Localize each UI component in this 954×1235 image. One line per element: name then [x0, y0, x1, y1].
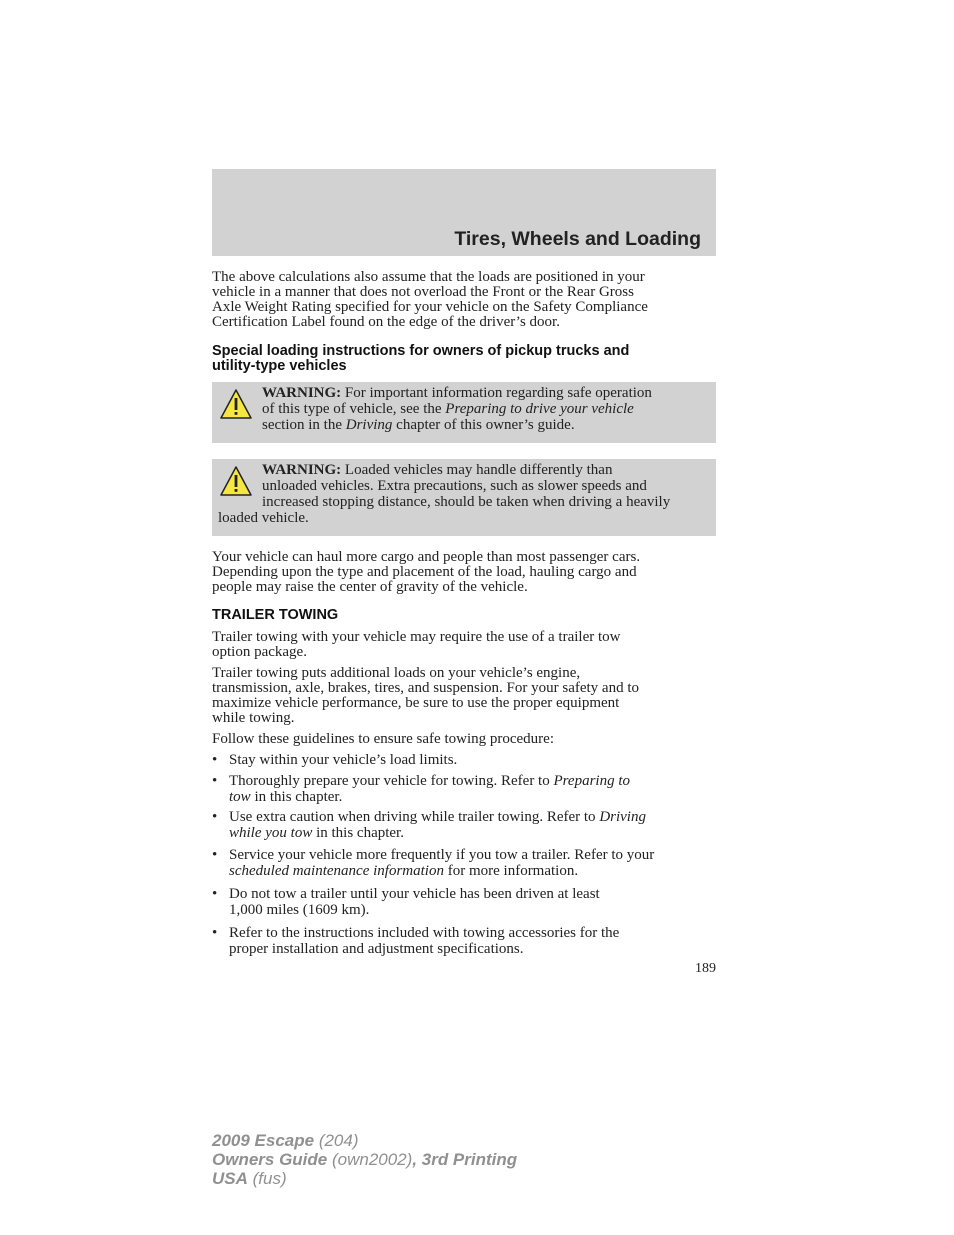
- list-item-text: [229, 810, 716, 841]
- cross-reference: Preparing to drive your vehicle: [445, 401, 634, 417]
- text-line: Depending upon the type and placement of the load, hauling cargo and: [212, 564, 637, 580]
- heading-line: Special loading instructions for owners of pickup trucks and: [212, 343, 630, 359]
- page-number: 189: [695, 961, 716, 976]
- text-run: proper installation and adjustment specifications.: [229, 940, 524, 957]
- text-line: Trailer towing with your vehicle may require the use of a trailer tow: [212, 629, 621, 645]
- section-header-band: [212, 169, 716, 256]
- list-item-text: [229, 926, 716, 957]
- trailer-towing-heading: TRAILER TOWING: [212, 607, 339, 623]
- text-line: maximize vehicle performance, be sure to use the proper equipment: [212, 695, 620, 711]
- list-item-text: [229, 848, 716, 879]
- text-line: people may raise the center of gravity of the vehicle.: [212, 579, 528, 595]
- bullet-symbol: •: [212, 886, 218, 902]
- warning-line: For important information regarding safe operation: [341, 385, 652, 401]
- section-title: Tires, Wheels and Loading: [454, 228, 701, 250]
- text-run: for more information.: [443, 862, 579, 879]
- warning-label: WARNING:: [262, 385, 342, 401]
- footer-guide: Owners Guide: [212, 1150, 328, 1169]
- print-footer: [212, 1131, 517, 1188]
- bullet-symbol: •: [212, 847, 218, 863]
- text-run: Service your vehicle more frequently if you tow a trailer. Refer to your: [229, 847, 655, 863]
- warning-line: of this type of vehicle, see the: [262, 401, 446, 417]
- warning-box-2: [212, 459, 716, 536]
- warning-triangle-icon: [219, 465, 253, 499]
- warning-line: unloaded vehicles. Extra precautions, such as slower speeds and: [262, 478, 647, 494]
- warning-line: chapter of this owner’s guide.: [392, 417, 575, 433]
- footer-model: 2009 Escape: [212, 1131, 315, 1150]
- text-run: Use extra caution when driving while trailer towing. Refer to: [229, 809, 600, 825]
- footer-market-code: (fus): [247, 1169, 287, 1188]
- text-run: Do not tow a trailer until your vehicle has been driven at least: [229, 886, 600, 902]
- warning-text: [218, 462, 706, 526]
- cargo-paragraph: [212, 550, 716, 595]
- cross-reference: tow: [229, 788, 251, 805]
- heading-line: utility-type vehicles: [212, 358, 347, 374]
- text-line: Trailer towing puts additional loads on your vehicle’s engine,: [212, 665, 581, 681]
- footer-market: USA: [212, 1169, 248, 1188]
- warning-line: section in the: [262, 417, 346, 433]
- warning-label: WARNING:: [262, 462, 342, 478]
- footer-code: (204): [314, 1131, 359, 1150]
- text-line: Certification Label found on the edge of the driver’s door.: [212, 314, 560, 330]
- warning-triangle-icon: [219, 388, 253, 422]
- trailer-paragraph-1: [212, 630, 716, 660]
- text-run: Refer to the instructions included with towing accessories for the: [229, 925, 620, 941]
- text-line: vehicle in a manner that does not overload the Front or the Rear Gross: [212, 284, 634, 300]
- bullet-symbol: •: [212, 752, 218, 768]
- text-run: in this chapter.: [250, 788, 343, 805]
- warning-box-1: [212, 382, 716, 443]
- cross-reference: scheduled maintenance information: [229, 862, 444, 879]
- warning-line: increased stopping distance, should be taken when driving a heavily: [262, 494, 671, 510]
- text-line: The above calculations also assume that the loads are positioned in your: [212, 269, 645, 285]
- cross-reference: Preparing to: [553, 773, 631, 789]
- text-line: option package.: [212, 644, 307, 660]
- footer-printing: , 3rd Printing: [412, 1150, 518, 1169]
- trailer-paragraph-2: [212, 666, 716, 726]
- list-item-text: Stay within your vehicle’s load limits.: [229, 752, 458, 768]
- text-line: transmission, axle, brakes, tires, and suspension. For your safety and to: [212, 680, 640, 696]
- text-line: while towing.: [212, 710, 295, 726]
- list-item-text: [229, 774, 716, 805]
- text-run: in this chapter.: [312, 824, 404, 841]
- warning-line: loaded vehicle.: [218, 510, 309, 526]
- text-line: Axle Weight Rating specified for your vehicle on the Safety Compliance: [212, 299, 648, 315]
- warning-text: [218, 385, 706, 433]
- warning-line: Loaded vehicles may handle differently than: [341, 462, 613, 478]
- bullet-symbol: •: [212, 773, 218, 789]
- footer-guide-code: (own2002): [327, 1150, 413, 1169]
- intro-paragraph: [212, 270, 716, 330]
- text-line: Your vehicle can haul more cargo and people than most passenger cars.: [212, 549, 641, 565]
- cross-reference: while you tow: [229, 824, 313, 841]
- bullet-symbol: •: [212, 809, 218, 825]
- special-loading-heading: [212, 344, 716, 374]
- bullet-symbol: •: [212, 925, 218, 941]
- text-run: 1,000 miles (1609 km).: [229, 901, 370, 918]
- list-item-text: [229, 887, 716, 918]
- cross-reference: Driving: [599, 809, 646, 825]
- text-run: Thoroughly prepare your vehicle for towing. Refer to: [229, 773, 554, 789]
- trailer-paragraph-3: Follow these guidelines to ensure safe towing procedure:: [212, 731, 554, 747]
- cross-reference: Driving: [345, 417, 393, 433]
